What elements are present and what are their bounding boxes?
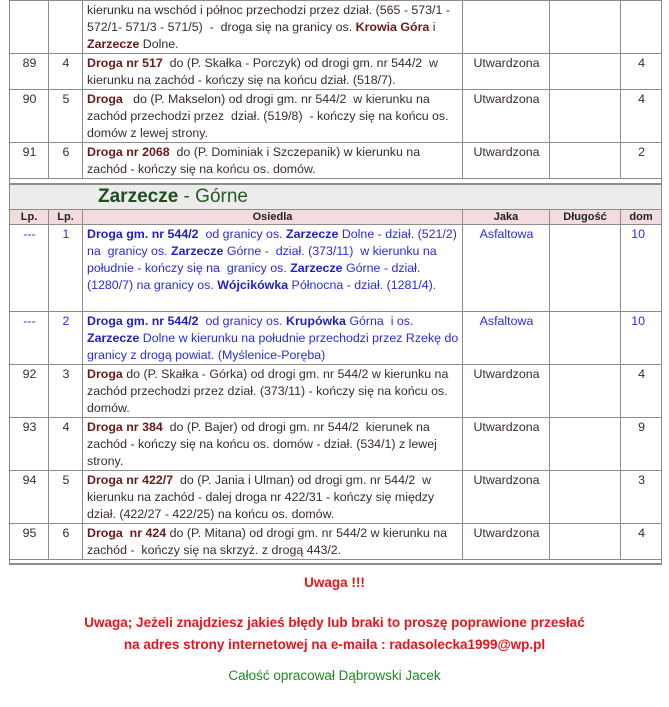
cell-osiedla — [83, 1, 463, 54]
bold-fragment: Zarzecze — [87, 37, 140, 51]
cell-lp2: 5 — [49, 90, 83, 143]
warning-line-1: Uwaga; Jeżeli znajdziesz jakieś błędy lub braki to proszę poprawione przesłać — [84, 615, 585, 630]
bold-fragment: Zarzecze — [286, 227, 339, 241]
bold-fragment: Zarzecze — [87, 331, 140, 345]
bold-fragment: Droga gm. nr 544/2 — [87, 227, 199, 241]
bold-fragment: Droga nr 2068 — [87, 145, 170, 159]
section-title-rest: - Górne — [178, 186, 248, 207]
header-dlugosc: Długość — [550, 210, 621, 225]
text-fragment: do (P. Bajer) od drogi gm. nr 544/2 kierunek na zachód - kończy się na końcu os. domów - dział. (534/1) z lewej strony. — [87, 420, 441, 468]
cell-dom: 4 — [621, 524, 662, 560]
text-fragment: Dolne w kierunku na południe przechodzi przez Rzekę do granicy z drogą powiat. (Myślenice-Poręba) — [87, 331, 462, 362]
bold-fragment: Droga — [87, 92, 123, 106]
cell-jaka: Utwardzona — [463, 524, 550, 560]
text-fragment: kierunku na wschód i północ przechodzi przez dział. (565 - 573/1 - 572/1- 571/3 - 571/5) - droga się na granicy os. — [87, 3, 454, 34]
header-lp2: Lp. — [49, 210, 83, 225]
cell-osiedla — [83, 90, 463, 143]
cell-dlugosc — [550, 90, 621, 143]
cell-jaka — [463, 1, 550, 54]
warning-message — [0, 612, 669, 656]
cell-dlugosc — [550, 225, 621, 312]
cell-osiedla — [83, 365, 463, 418]
text-fragment: do (P. Jania i Ulman) od drogi gm. nr 544/2 w kierunku na zachód - dalej droga nr 422/31 - kończy się między dział. (422/27 - 422/25) na końcu os. domów. — [87, 473, 438, 521]
cell-dlugosc — [550, 365, 621, 418]
cell-dlugosc — [550, 312, 621, 365]
cell-lp1: 95 — [10, 524, 49, 560]
cell-osiedla — [83, 225, 463, 312]
text-fragment: Górne - dział. (373/11) w kierunku na południe - kończy się na granicy os. — [87, 244, 441, 275]
cell-dom: 3 — [621, 471, 662, 524]
cell-lp1: 92 — [10, 365, 49, 418]
bold-fragment: Droga nr 424 — [87, 526, 167, 540]
table-row — [10, 143, 662, 179]
bold-fragment: Droga — [87, 367, 123, 381]
text-fragment: Dolne - dział. (521/2) na granicy os. — [87, 227, 464, 258]
table-row — [10, 225, 662, 312]
table-row — [10, 1, 662, 54]
header-lp1: Lp. — [10, 210, 49, 225]
bold-fragment: Zarzecze — [290, 261, 343, 275]
cell-dom — [621, 1, 662, 54]
bold-fragment: Krowia Góra — [355, 20, 430, 34]
text-fragment: Północna - dział. (1281/4). — [288, 278, 437, 292]
cell-jaka: Utwardzona — [463, 418, 550, 471]
text-fragment: Górne - dział. (1280/7) na granicy os. — [87, 261, 424, 292]
table-row — [10, 418, 662, 471]
text-fragment: od granicy os. — [198, 227, 287, 241]
cell-dom: 10 — [621, 312, 662, 365]
text-fragment: Górna i os. — [345, 314, 417, 328]
cell-lp1: 93 — [10, 418, 49, 471]
cell-lp2: 4 — [49, 418, 83, 471]
header-dom: dom — [621, 210, 662, 225]
cell-dom: 9 — [621, 418, 662, 471]
cell-dom: 4 — [621, 54, 662, 90]
text-fragment: do (P. Skałka - Górka) od drogi gm. nr 544/2 w kierunku na zachód przechodzi przez dział. (373/11) - kończy się na końcu os. domów. — [87, 367, 452, 415]
cell-jaka: Asfaltowa — [463, 225, 550, 312]
cell-lp1: 91 — [10, 143, 49, 179]
cell-jaka: Utwardzona — [463, 143, 550, 179]
cell-osiedla — [83, 143, 463, 179]
cell-lp1: 94 — [10, 471, 49, 524]
table-row — [10, 54, 662, 90]
table-row — [10, 471, 662, 524]
cell-osiedla — [83, 524, 463, 560]
text-fragment: do (P. Makselon) od drogi gm. nr 544/2 w kierunku na zachód przechodzi przez dział. (519/8) - kończy się na końcu os. domów z lewej strony. — [87, 92, 453, 140]
cell-dom: 4 — [621, 90, 662, 143]
table-row — [10, 90, 662, 143]
text-fragment: i — [429, 20, 439, 34]
cell-lp1: 89 — [10, 54, 49, 90]
cell-lp1: 90 — [10, 90, 49, 143]
cell-lp2: 1 — [49, 225, 83, 312]
author-credit: Całość opracował Dąbrowski Jacek — [228, 668, 441, 683]
cell-dlugosc — [550, 54, 621, 90]
header-jaka: Jaka — [463, 210, 550, 225]
column-headers — [10, 210, 662, 225]
table-row — [10, 365, 662, 418]
table-row — [10, 312, 662, 365]
warning-line-2: na adres strony internetowej na e-maila : radasolecka1999@wp.pl — [123, 637, 546, 652]
text-fragment: do (P. Dominiak i Szczepanik) w kierunku na zachód - kończy się na końcu os. domów. — [87, 145, 424, 176]
cell-lp2: 4 — [49, 54, 83, 90]
bold-fragment: Droga nr 517 — [87, 56, 163, 70]
cell-lp1 — [10, 1, 49, 54]
bold-fragment: Droga nr 384 — [87, 420, 163, 434]
bold-fragment: Krupówka — [286, 314, 346, 328]
cell-jaka: Utwardzona — [463, 471, 550, 524]
section-title — [10, 185, 661, 209]
cell-jaka: Utwardzona — [463, 365, 550, 418]
bold-fragment: Droga nr 422/7 — [87, 473, 174, 487]
cell-lp2 — [49, 1, 83, 54]
cell-dlugosc — [550, 471, 621, 524]
cell-lp2: 5 — [49, 471, 83, 524]
cell-dlugosc — [550, 1, 621, 54]
cell-osiedla — [83, 54, 463, 90]
top-rows — [10, 1, 662, 179]
cell-dom: 2 — [621, 143, 662, 179]
header-osiedla: Osiedla — [83, 210, 463, 225]
text-fragment: Dolne. — [139, 37, 179, 51]
cell-jaka: Utwardzona — [463, 54, 550, 90]
cell-dom: 4 — [621, 365, 662, 418]
cell-osiedla — [83, 312, 463, 365]
cell-lp2: 3 — [49, 365, 83, 418]
cell-lp2: 6 — [49, 143, 83, 179]
cell-dlugosc — [550, 143, 621, 179]
roads-table — [9, 0, 662, 565]
warning-title: Uwaga !!! — [304, 575, 365, 590]
cell-osiedla — [83, 471, 463, 524]
cell-osiedla — [83, 418, 463, 471]
text-fragment: do (P. Mitana) od drogi gm. nr 544/2 w kierunku na zachód - kończy się na skrzyż. z drogą 443/2. — [87, 526, 451, 557]
text-fragment: do (P. Skałka - Porczyk) od drogi gm. nr 544/2 w kierunku na zachód - kończy się na końcu dział. (518/7). — [87, 56, 442, 87]
cell-lp1: --- — [10, 225, 49, 312]
cell-dlugosc — [550, 418, 621, 471]
cell-dom: 10 — [621, 225, 662, 312]
text-fragment: od granicy os. — [198, 314, 287, 328]
cell-lp1: --- — [10, 312, 49, 365]
cell-jaka: Utwardzona — [463, 90, 550, 143]
cell-lp2: 2 — [49, 312, 83, 365]
cell-lp2: 6 — [49, 524, 83, 560]
section-header-row — [10, 184, 662, 210]
section-title-bold: Zarzecze — [98, 186, 179, 207]
bold-fragment: Wójcikówka — [217, 278, 289, 292]
cell-jaka: Asfaltowa — [463, 312, 550, 365]
table-bottom — [10, 560, 662, 565]
cell-dlugosc — [550, 524, 621, 560]
bold-fragment: Droga gm. nr 544/2 — [87, 314, 199, 328]
bold-fragment: Zarzecze — [171, 244, 224, 258]
section-rows — [10, 225, 662, 560]
table-row — [10, 524, 662, 560]
